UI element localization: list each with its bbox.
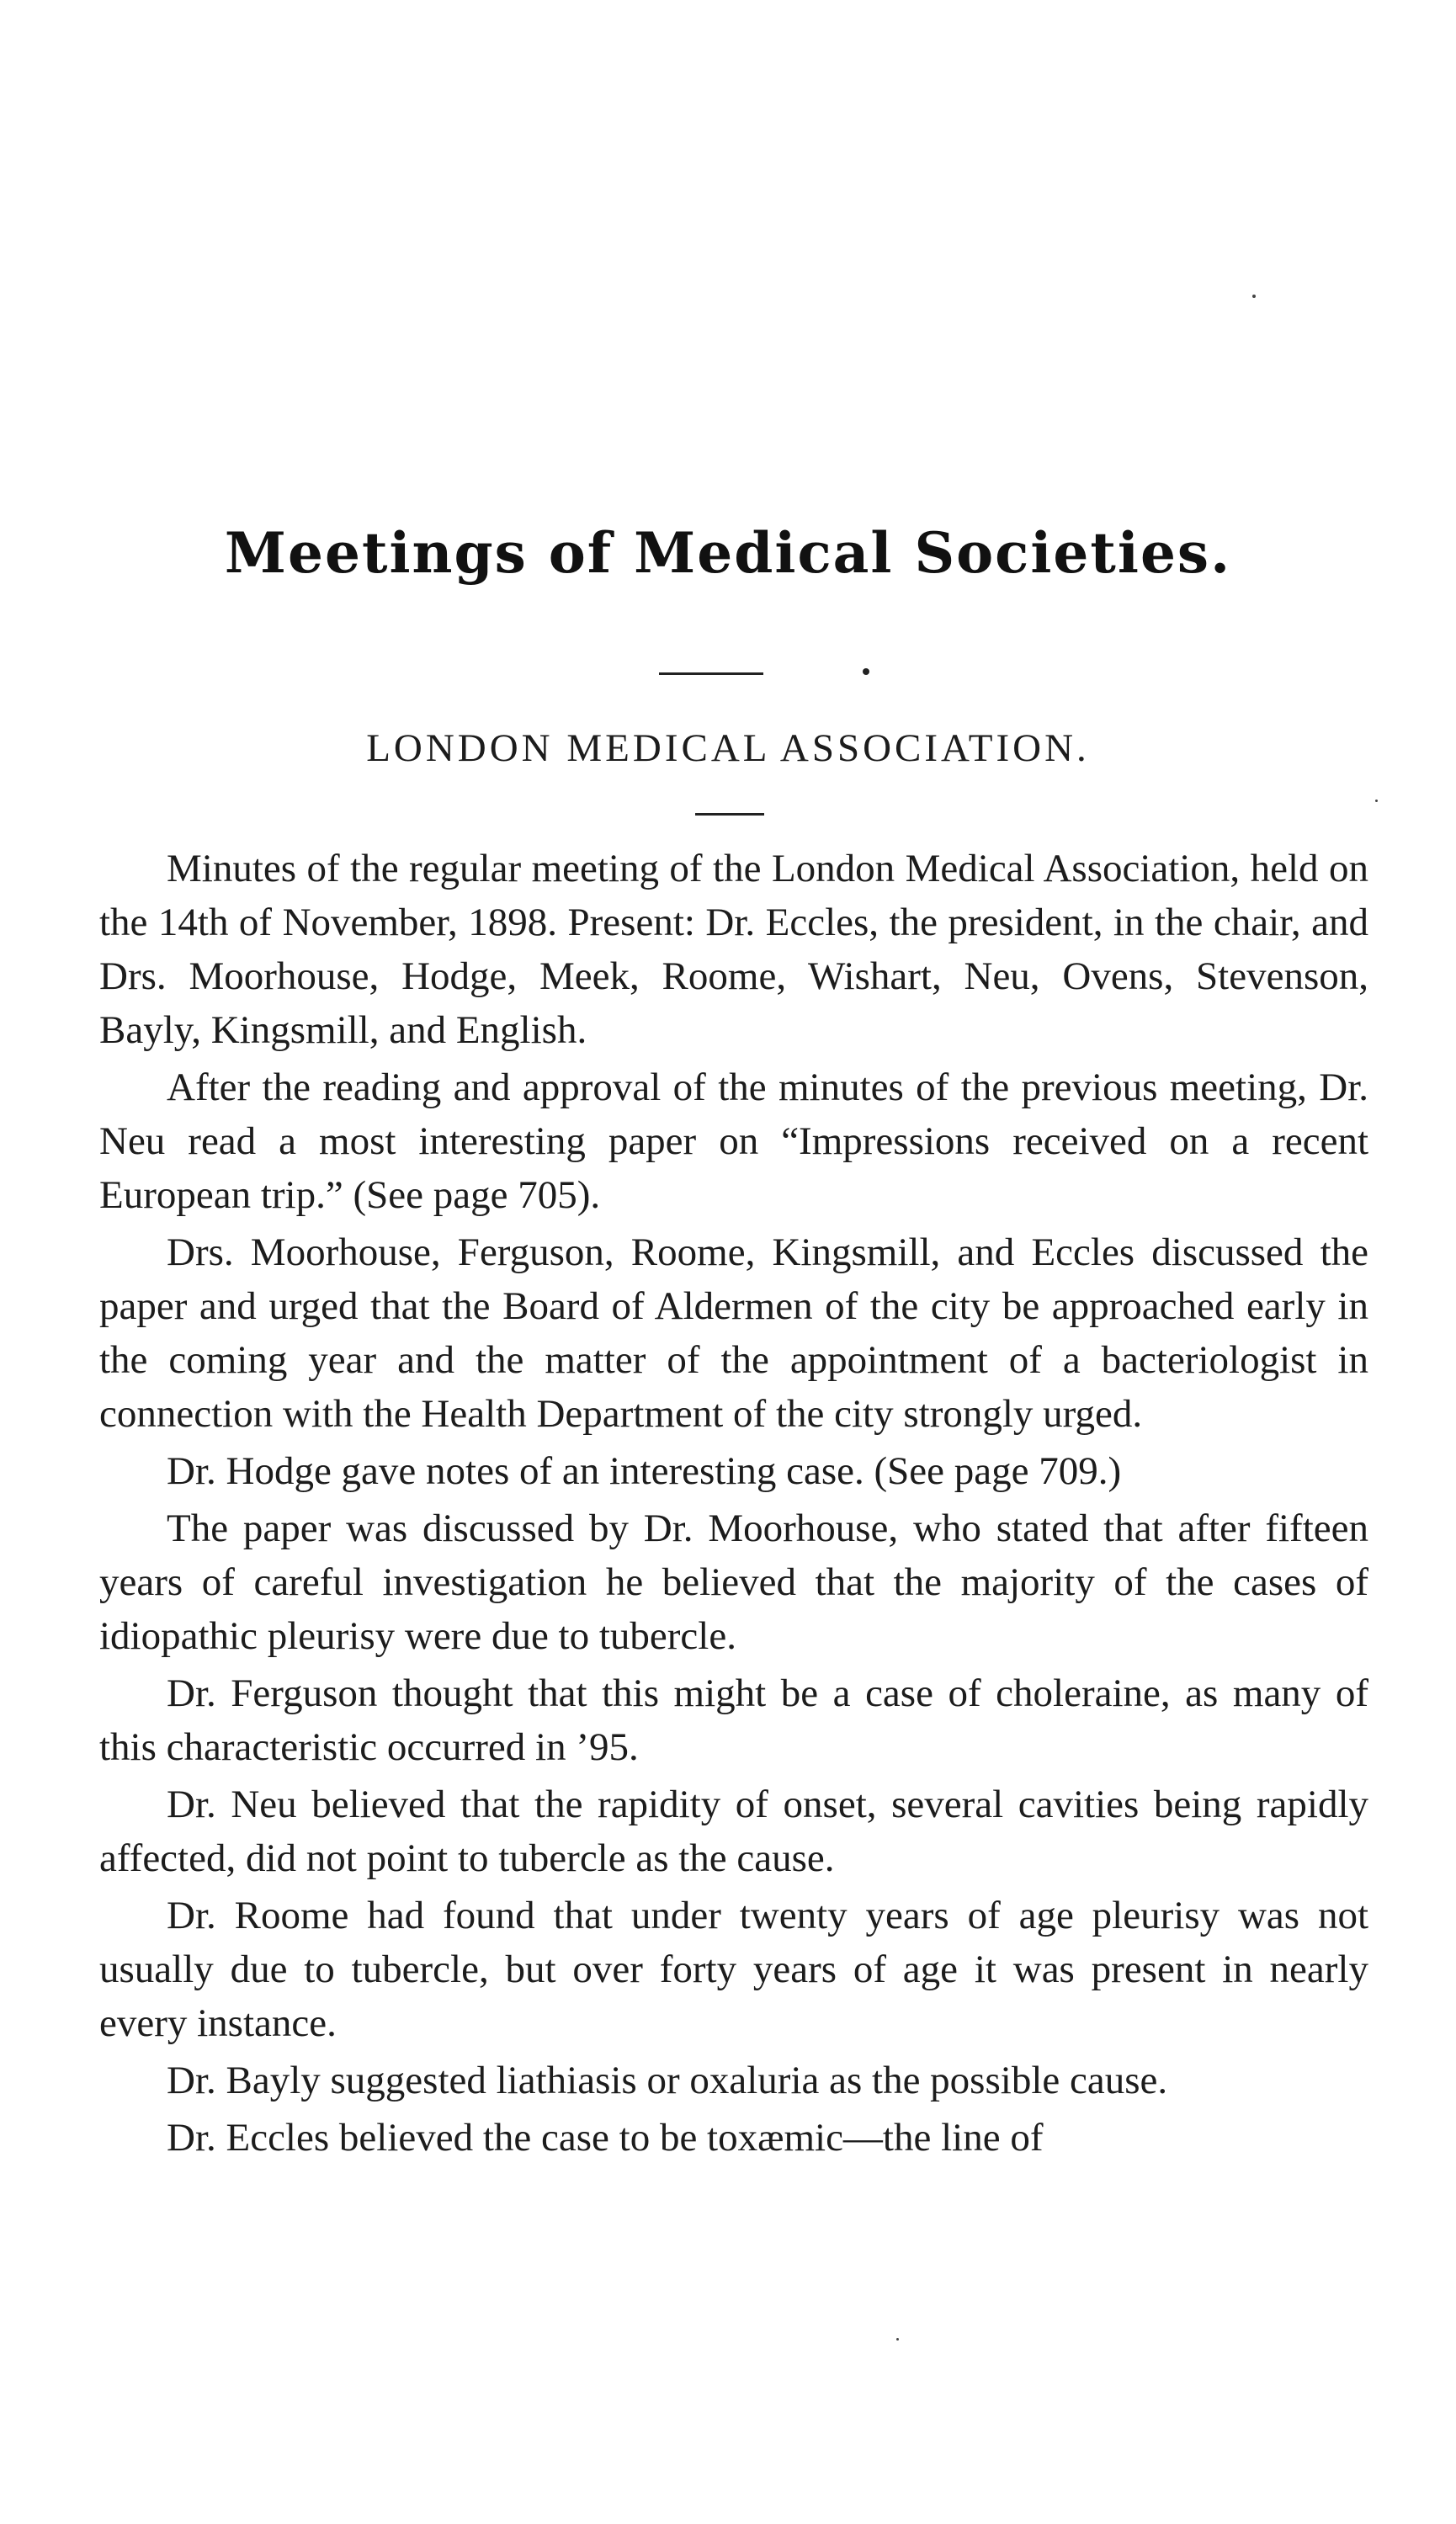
paragraph-minutes-intro: Minutes of the regular meeting of the London Medical Association, held on the 14th of November, 1898. Present: Dr. Eccles, the president, in the chair, and Drs. Moorhouse, Hodge, Meek, Roome, Wishart, Neu, Ovens, Stevenson, Bayly, Kingsmill, and English. xyxy=(99,847,1368,1052)
paragraph-moorhouse-discussion: The paper was discussed by Dr. Moorhouse, who stated that after fifteen years of careful investigation he believed that the majority of the cases of idiopathic pleurisy were due to tubercle. xyxy=(99,1506,1368,1658)
print-speck xyxy=(1252,295,1256,298)
paragraph-roome: Dr. Roome had found that under twenty years of age pleurisy was not usually due to tubercle, but over forty years of age it was present in nearly every instance. xyxy=(99,1894,1368,2045)
decorative-rule xyxy=(659,672,763,675)
minutes-body xyxy=(99,842,1368,2165)
paragraph-neu-opinion: Dr. Neu believed that the rapidity of onset, several cavities being rapidly affected, did not point to tubercle as the cause. xyxy=(99,1783,1368,1880)
page-title: Meetings of Medical Societies. xyxy=(224,520,1232,586)
paragraph-eccles: Dr. Eccles believed the case to be toxæmic—the line of xyxy=(167,2116,1044,2160)
paragraph-ferguson: Dr. Ferguson thought that this might be a case of choleraine, as many of this characteristic occurred in ’95. xyxy=(99,1671,1368,1769)
decorative-dot xyxy=(863,668,869,675)
print-speck xyxy=(896,2338,899,2341)
paragraph-bayly: Dr. Bayly suggested liathiasis or oxaluria as the possible cause. xyxy=(167,2059,1168,2102)
section-rule xyxy=(695,813,764,816)
print-speck xyxy=(1375,800,1378,802)
paragraph-neu-paper: After the reading and approval of the minutes of the previous meeting, Dr. Neu read a most interesting paper on “Impressions received on a recent European trip.” (See page 705). xyxy=(99,1065,1368,1217)
paragraph-discussion-bacteriologist: Drs. Moorhouse, Ferguson, Roome, Kingsmill, and Eccles discussed the paper and urged that the Board of Aldermen of the city be approached early in the coming year and the matter of the appointment of a bacteriologist in connection with the Health Department of the city strongly urged. xyxy=(99,1230,1368,1436)
paragraph-hodge-case: Dr. Hodge gave notes of an interesting case. (See page 709.) xyxy=(167,1449,1122,1493)
section-heading: LONDON MEDICAL ASSOCIATION. xyxy=(366,726,1090,770)
